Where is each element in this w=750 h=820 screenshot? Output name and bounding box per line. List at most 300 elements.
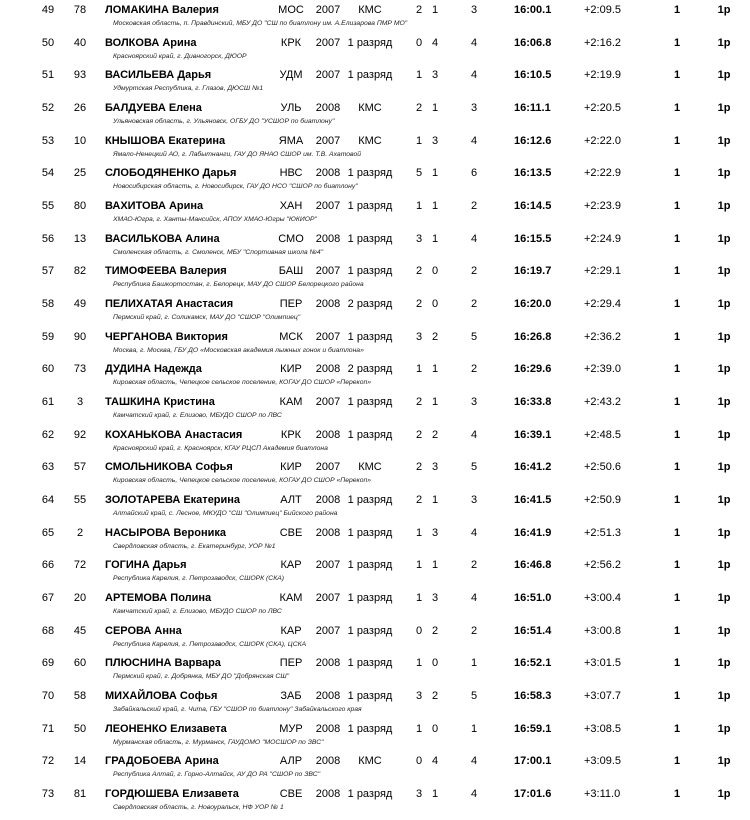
region-code-cell: АЛТ	[280, 494, 302, 507]
total-misses-cell: 1	[470, 657, 478, 670]
result-row	[0, 102, 750, 134]
birth-year-cell: 2008	[315, 690, 341, 703]
points-cell: 1	[673, 461, 681, 474]
rank-earned-cell: 1p	[717, 755, 731, 768]
time-gap-cell: +2:16.2	[584, 36, 622, 49]
club-line: Смоленская область, г. Смоленск, МБУ "Спортивная школа №4"	[113, 248, 324, 256]
time-gap-cell: +2:50.9	[584, 494, 622, 507]
rank-earned-cell: 1p	[717, 428, 731, 441]
place-cell: 71	[41, 722, 55, 735]
shooting-standing-cell: 3	[431, 69, 439, 82]
bib-number-cell: 10	[73, 134, 87, 147]
bib-number-cell: 58	[73, 690, 87, 703]
shooting-prone-cell: 2	[415, 428, 423, 441]
bib-number-cell: 2	[76, 526, 84, 539]
total-misses-cell: 4	[470, 134, 478, 147]
sport-rank-cell: 1 разряд	[347, 330, 393, 343]
place-cell: 66	[41, 559, 55, 572]
place-cell: 55	[41, 200, 55, 213]
finish-time-cell: 16:51.4	[514, 624, 552, 637]
place-cell: 49	[41, 4, 55, 16]
shooting-prone-cell: 3	[415, 788, 423, 801]
sport-rank-cell: КМС	[358, 102, 382, 114]
bib-number-cell: 50	[73, 722, 87, 735]
time-gap-cell: +3:11.0	[584, 788, 621, 801]
place-cell: 53	[41, 134, 55, 147]
time-gap-cell: +3:00.8	[584, 624, 622, 637]
points-cell: 1	[673, 330, 681, 343]
result-row	[0, 755, 750, 787]
shooting-standing-cell: 3	[431, 592, 439, 605]
total-misses-cell: 2	[470, 265, 478, 278]
shooting-standing-cell: 1	[431, 788, 439, 801]
club-line: Кировская область, Чепецкое сельское поселение, КОГАУ ДО СШОР «Перекоп»	[113, 477, 372, 485]
rank-earned-cell: 1p	[717, 232, 731, 245]
time-gap-cell: +2:22.0	[584, 134, 622, 147]
birth-year-cell: 2007	[315, 265, 341, 278]
shooting-standing-cell: 1	[431, 396, 439, 409]
total-misses-cell: 4	[470, 69, 478, 82]
rank-earned-cell: 1p	[717, 592, 731, 605]
athlete-name: ВАСИЛЬЕВА Дарья	[105, 69, 212, 82]
rank-earned-cell: 1p	[717, 363, 731, 376]
rank-earned-cell: 1p	[717, 298, 731, 311]
total-misses-cell: 2	[470, 298, 478, 311]
region-code-cell: ХАН	[279, 200, 303, 213]
bib-number-cell: 73	[73, 363, 87, 376]
bib-number-cell: 57	[73, 461, 87, 474]
time-gap-cell: +2:19.9	[584, 69, 622, 82]
time-gap-cell: +2:50.6	[584, 461, 622, 474]
finish-time-cell: 16:46.8	[514, 559, 552, 572]
bib-number-cell: 3	[76, 396, 84, 409]
total-misses-cell: 2	[470, 200, 478, 213]
region-code-cell: ЗАБ	[280, 690, 302, 703]
sport-rank-cell: 1 разряд	[347, 559, 393, 572]
bib-number-cell: 20	[73, 592, 87, 605]
birth-year-cell: 2008	[315, 494, 341, 507]
place-cell: 61	[41, 396, 55, 409]
shooting-standing-cell: 1	[431, 167, 439, 180]
points-cell: 1	[673, 428, 681, 441]
athlete-name: ЛОМАКИНА Валерия	[105, 4, 219, 16]
rank-earned-cell: 1p	[717, 788, 731, 801]
time-gap-cell: +2:39.0	[584, 363, 622, 376]
place-cell: 70	[41, 690, 55, 703]
club-line: Удмуртская Республика, г. Глазов, ДЮСШ №1	[113, 85, 264, 93]
club-line: Камчатский край, г. Елизово, МБУДО СШОР по ЛВС	[113, 412, 282, 420]
club-line: Алтайский край, с. Лесное, МКУДО "СШ "Олимпиец" Бийского района	[113, 510, 338, 518]
athlete-name: ПЕЛИХАТАЯ Анастасия	[105, 298, 234, 311]
athlete-name: АРТЕМОВА Полина	[105, 592, 212, 605]
club-line: Ямало-Ненецкий АО, г. Лабытнанги, ГАУ ДО ЯНАО СШОР им. Т.В. Ахатовой	[113, 150, 362, 158]
club-line: Мурманская область, г. Мурманск, ГАУДОМО "МОСШОР по ЗВС"	[113, 738, 324, 746]
rank-earned-cell: 1p	[717, 526, 731, 539]
time-gap-cell: +2:29.4	[584, 298, 622, 311]
club-line: Забайкальский край, г. Чита, ГБУ "СШОР по биатлону" Забайкальского края	[113, 706, 362, 714]
shooting-standing-cell: 1	[431, 102, 439, 114]
shooting-prone-cell: 5	[415, 167, 423, 180]
shooting-prone-cell: 3	[415, 330, 423, 343]
result-row	[0, 723, 750, 755]
result-row	[0, 494, 750, 526]
shooting-prone-cell: 1	[415, 69, 423, 82]
finish-time-cell: 17:00.1	[514, 755, 552, 768]
total-misses-cell: 4	[470, 36, 478, 49]
shooting-prone-cell: 2	[415, 396, 423, 409]
place-cell: 54	[41, 167, 55, 180]
shooting-standing-cell: 1	[431, 494, 439, 507]
result-row	[0, 625, 750, 657]
shooting-prone-cell: 3	[415, 232, 423, 245]
sport-rank-cell: 1 разряд	[347, 722, 393, 735]
rank-earned-cell: 1p	[717, 4, 731, 16]
shooting-prone-cell: 2	[415, 298, 423, 311]
region-code-cell: КАМ	[279, 396, 303, 409]
points-cell: 1	[673, 134, 681, 147]
result-row	[0, 298, 750, 330]
club-line: Кировская область, Чепецкое сельское поселение, КОГАУ ДО СШОР «Перекоп»	[113, 379, 372, 387]
place-cell: 57	[41, 265, 55, 278]
rank-earned-cell: 1p	[717, 722, 731, 735]
place-cell: 51	[41, 69, 55, 82]
shooting-standing-cell: 2	[431, 428, 439, 441]
birth-year-cell: 2008	[315, 102, 341, 114]
bib-number-cell: 90	[73, 330, 87, 343]
shooting-standing-cell: 3	[431, 461, 439, 474]
time-gap-cell: +2:36.2	[584, 330, 622, 343]
total-misses-cell: 5	[470, 461, 478, 474]
result-row	[0, 233, 750, 265]
total-misses-cell: 3	[470, 396, 478, 409]
points-cell: 1	[673, 592, 681, 605]
shooting-prone-cell: 2	[415, 265, 423, 278]
time-gap-cell: +2:48.5	[584, 428, 622, 441]
region-code-cell: НВС	[279, 167, 303, 180]
points-cell: 1	[673, 232, 681, 245]
total-misses-cell: 4	[470, 592, 478, 605]
shooting-standing-cell: 2	[431, 624, 439, 637]
sport-rank-cell: 1 разряд	[347, 232, 393, 245]
club-line: Ульяновская область, г. Ульяновск, ОГБУ ДО "УСШОР по биатлону"	[113, 118, 335, 125]
region-code-cell: АЛР	[279, 755, 303, 768]
total-misses-cell: 3	[470, 4, 478, 16]
points-cell: 1	[673, 494, 681, 507]
bib-number-cell: 45	[73, 624, 87, 637]
sport-rank-cell: 1 разряд	[347, 624, 393, 637]
shooting-standing-cell: 4	[431, 755, 439, 768]
bib-number-cell: 81	[73, 788, 87, 801]
points-cell: 1	[673, 722, 681, 735]
sport-rank-cell: 1 разряд	[347, 592, 393, 605]
club-line: Свердловская область, г. Новоуральск, НФ УОР № 1	[113, 804, 284, 812]
sport-rank-cell: 1 разряд	[347, 69, 393, 82]
points-cell: 1	[673, 36, 681, 49]
athlete-name: ЧЕРГАНОВА Виктория	[105, 330, 228, 343]
region-code-cell: КИР	[280, 461, 302, 474]
place-cell: 65	[41, 526, 55, 539]
total-misses-cell: 2	[470, 624, 478, 637]
points-cell: 1	[673, 363, 681, 376]
birth-year-cell: 2008	[315, 657, 341, 670]
points-cell: 1	[673, 4, 681, 16]
shooting-standing-cell: 0	[431, 298, 439, 311]
shooting-prone-cell: 0	[415, 36, 423, 49]
shooting-standing-cell: 0	[431, 657, 439, 670]
time-gap-cell: +3:09.5	[584, 755, 622, 768]
club-line: Красноярский край, г. Дивногорск, ДЮОР	[113, 52, 247, 60]
result-row	[0, 265, 750, 297]
region-code-cell: ПЕР	[279, 657, 303, 670]
region-code-cell: УДМ	[279, 69, 303, 82]
result-row	[0, 592, 750, 624]
points-cell: 1	[673, 559, 681, 572]
rank-earned-cell: 1p	[717, 396, 731, 409]
sport-rank-cell: 1 разряд	[347, 788, 393, 801]
time-gap-cell: +2:24.9	[584, 232, 622, 245]
birth-year-cell: 2007	[315, 200, 341, 213]
shooting-standing-cell: 4	[431, 36, 439, 49]
sport-rank-cell: 1 разряд	[347, 200, 393, 213]
total-misses-cell: 4	[470, 232, 478, 245]
result-row	[0, 135, 750, 167]
club-line: Новосибирская область, г. Новосибирск, ГАУ ДО НСО "СШОР по биатлону"	[113, 183, 358, 191]
points-cell: 1	[673, 755, 681, 768]
result-row	[0, 657, 750, 689]
sport-rank-cell: 1 разряд	[347, 396, 393, 409]
points-cell: 1	[673, 69, 681, 82]
birth-year-cell: 2008	[315, 363, 341, 376]
place-cell: 52	[41, 102, 55, 114]
finish-time-cell: 16:59.1	[514, 722, 552, 735]
shooting-standing-cell: 2	[431, 690, 439, 703]
sport-rank-cell: 1 разряд	[347, 657, 393, 670]
athlete-name: ВОЛКОВА Арина	[105, 36, 197, 49]
birth-year-cell: 2007	[315, 134, 341, 147]
finish-time-cell: 16:12.6	[514, 134, 552, 147]
rank-earned-cell: 1p	[717, 559, 731, 572]
sport-rank-cell: 1 разряд	[347, 428, 393, 441]
shooting-prone-cell: 1	[415, 657, 423, 670]
finish-time-cell: 16:00.1	[514, 4, 552, 16]
bib-number-cell: 49	[73, 298, 87, 311]
finish-time-cell: 16:52.1	[514, 657, 552, 670]
result-row	[0, 461, 750, 493]
result-row	[0, 559, 750, 591]
finish-time-cell: 16:29.6	[514, 363, 552, 376]
time-gap-cell: +3:08.5	[584, 722, 622, 735]
finish-time-cell: 16:20.0	[514, 298, 552, 311]
bib-number-cell: 93	[73, 69, 87, 82]
sport-rank-cell: 1 разряд	[347, 36, 393, 49]
result-row	[0, 69, 750, 101]
shooting-prone-cell: 1	[415, 722, 423, 735]
total-misses-cell: 4	[470, 755, 478, 768]
shooting-standing-cell: 0	[431, 265, 439, 278]
place-cell: 69	[41, 657, 55, 670]
bib-number-cell: 72	[73, 559, 87, 572]
result-row	[0, 396, 750, 428]
birth-year-cell: 2007	[315, 396, 341, 409]
region-code-cell: СВЕ	[279, 526, 303, 539]
shooting-standing-cell: 1	[431, 200, 439, 213]
athlete-name: БАЛДУЕВА Елена	[105, 102, 202, 114]
rank-earned-cell: 1p	[717, 102, 731, 114]
region-code-cell: СМО	[278, 232, 304, 245]
points-cell: 1	[673, 690, 681, 703]
birth-year-cell: 2008	[315, 526, 341, 539]
result-row	[0, 37, 750, 69]
bib-number-cell: 13	[73, 232, 87, 245]
athlete-name: ГОГИНА Дарья	[105, 559, 187, 572]
total-misses-cell: 4	[470, 526, 478, 539]
result-row	[0, 331, 750, 363]
result-row	[0, 788, 750, 820]
points-cell: 1	[673, 200, 681, 213]
time-gap-cell: +2:09.5	[584, 4, 622, 16]
rank-earned-cell: 1p	[717, 134, 731, 147]
finish-time-cell: 16:58.3	[514, 690, 552, 703]
finish-time-cell: 16:13.5	[514, 167, 552, 180]
time-gap-cell: +2:56.2	[584, 559, 622, 572]
shooting-prone-cell: 1	[415, 592, 423, 605]
points-cell: 1	[673, 396, 681, 409]
result-row	[0, 363, 750, 395]
points-cell: 1	[673, 298, 681, 311]
club-line: Республика Башкортостан, г. Белорецк, МАУ ДО СШОР Белорецкого района	[113, 281, 364, 289]
birth-year-cell: 2007	[315, 592, 341, 605]
shooting-standing-cell: 1	[431, 232, 439, 245]
result-row	[0, 527, 750, 559]
region-code-cell: КАР	[280, 624, 302, 637]
points-cell: 1	[673, 526, 681, 539]
sport-rank-cell: 2 разряд	[347, 363, 393, 376]
total-misses-cell: 3	[470, 102, 478, 114]
time-gap-cell: +3:07.7	[584, 690, 622, 703]
birth-year-cell: 2008	[315, 722, 341, 735]
athlete-name: МИХАЙЛОВА Софья	[105, 690, 218, 703]
shooting-standing-cell: 1	[431, 4, 439, 16]
sport-rank-cell: КМС	[358, 134, 382, 147]
birth-year-cell: 2007	[315, 330, 341, 343]
region-code-cell: ЯМА	[278, 134, 304, 147]
bib-number-cell: 78	[73, 4, 87, 16]
finish-time-cell: 16:14.5	[514, 200, 552, 213]
place-cell: 73	[41, 788, 55, 801]
finish-time-cell: 16:11.1	[514, 102, 551, 114]
total-misses-cell: 4	[470, 428, 478, 441]
points-cell: 1	[673, 788, 681, 801]
shooting-prone-cell: 3	[415, 690, 423, 703]
finish-time-cell: 16:41.5	[514, 494, 552, 507]
finish-time-cell: 16:06.8	[514, 36, 552, 49]
time-gap-cell: +3:00.4	[584, 592, 622, 605]
shooting-prone-cell: 1	[415, 526, 423, 539]
place-cell: 60	[41, 363, 55, 376]
birth-year-cell: 2008	[315, 788, 341, 801]
place-cell: 59	[41, 330, 55, 343]
rank-earned-cell: 1p	[717, 200, 731, 213]
shooting-prone-cell: 1	[415, 559, 423, 572]
rank-earned-cell: 1p	[717, 690, 731, 703]
place-cell: 50	[41, 36, 55, 49]
shooting-standing-cell: 1	[431, 559, 439, 572]
place-cell: 72	[41, 755, 55, 768]
rank-earned-cell: 1p	[717, 494, 731, 507]
finish-time-cell: 16:33.8	[514, 396, 552, 409]
athlete-name: СЕРОВА Анна	[105, 624, 182, 637]
place-cell: 64	[41, 494, 55, 507]
finish-time-cell: 16:39.1	[514, 428, 552, 441]
finish-time-cell: 16:41.9	[514, 526, 552, 539]
region-code-cell: КАР	[280, 559, 302, 572]
sport-rank-cell: 1 разряд	[347, 526, 393, 539]
bib-number-cell: 80	[73, 200, 87, 213]
athlete-name: ЗОЛОТАРЕВА Екатерина	[105, 494, 241, 507]
athlete-name: ВАХИТОВА Арина	[105, 200, 204, 213]
result-row	[0, 690, 750, 722]
athlete-name: ПЛЮСНИНА Варвара	[105, 657, 221, 670]
time-gap-cell: +2:22.9	[584, 167, 622, 180]
time-gap-cell: +2:23.9	[584, 200, 622, 213]
club-line: Красноярский край, г. Красноярск, КГАУ РЦСП Академия биатлона	[113, 444, 328, 452]
shooting-prone-cell: 0	[415, 624, 423, 637]
result-row	[0, 429, 750, 461]
region-code-cell: УЛЬ	[280, 102, 302, 114]
finish-time-cell: 16:19.7	[514, 265, 552, 278]
shooting-standing-cell: 3	[431, 134, 439, 147]
athlete-name: ТАШКИНА Кристина	[105, 396, 215, 409]
rank-earned-cell: 1p	[717, 69, 731, 82]
rank-earned-cell: 1p	[717, 265, 731, 278]
finish-time-cell: 16:41.2	[514, 461, 552, 474]
athlete-name: ГОРДЮШЕВА Елизавета	[105, 788, 239, 801]
sport-rank-cell: 2 разряд	[347, 298, 393, 311]
birth-year-cell: 2008	[315, 232, 341, 245]
shooting-prone-cell: 1	[415, 134, 423, 147]
time-gap-cell: +2:20.5	[584, 102, 622, 114]
total-misses-cell: 5	[470, 690, 478, 703]
region-code-cell: КАМ	[279, 592, 303, 605]
shooting-prone-cell: 2	[415, 102, 423, 114]
shooting-standing-cell: 2	[431, 330, 439, 343]
bib-number-cell: 25	[73, 167, 87, 180]
shooting-prone-cell: 0	[415, 755, 423, 768]
club-line: Свердловская область, г. Екатеринбург, УОР №1	[113, 542, 276, 550]
sport-rank-cell: КМС	[358, 4, 382, 16]
total-misses-cell: 2	[470, 559, 478, 572]
place-cell: 68	[41, 624, 55, 637]
bib-number-cell: 14	[73, 755, 87, 768]
club-line: Пермский край, г. Добрянка, МБУ ДО "Добрянская СШ"	[113, 673, 289, 681]
athlete-name: СЛОБОДЯНЕНКО Дарья	[105, 167, 237, 180]
club-line: Республика Алтай, г. Горно-Алтайск, АУ ДО РА "СШОР по ЗВС"	[113, 771, 321, 779]
points-cell: 1	[673, 624, 681, 637]
bib-number-cell: 92	[73, 428, 87, 441]
finish-time-cell: 16:10.5	[514, 69, 552, 82]
sport-rank-cell: 1 разряд	[347, 690, 393, 703]
place-cell: 58	[41, 298, 55, 311]
rank-earned-cell: 1p	[717, 36, 731, 49]
shooting-prone-cell: 1	[415, 200, 423, 213]
athlete-name: НАСЫРОВА Вероника	[105, 526, 226, 539]
result-row	[0, 200, 750, 232]
place-cell: 63	[41, 461, 55, 474]
bib-number-cell: 26	[73, 102, 87, 114]
finish-time-cell: 16:26.8	[514, 330, 552, 343]
place-cell: 62	[41, 428, 55, 441]
club-line: Пермский край, г. Соликамск, МАУ ДО "СШОР "Олимпиец"	[113, 314, 301, 322]
